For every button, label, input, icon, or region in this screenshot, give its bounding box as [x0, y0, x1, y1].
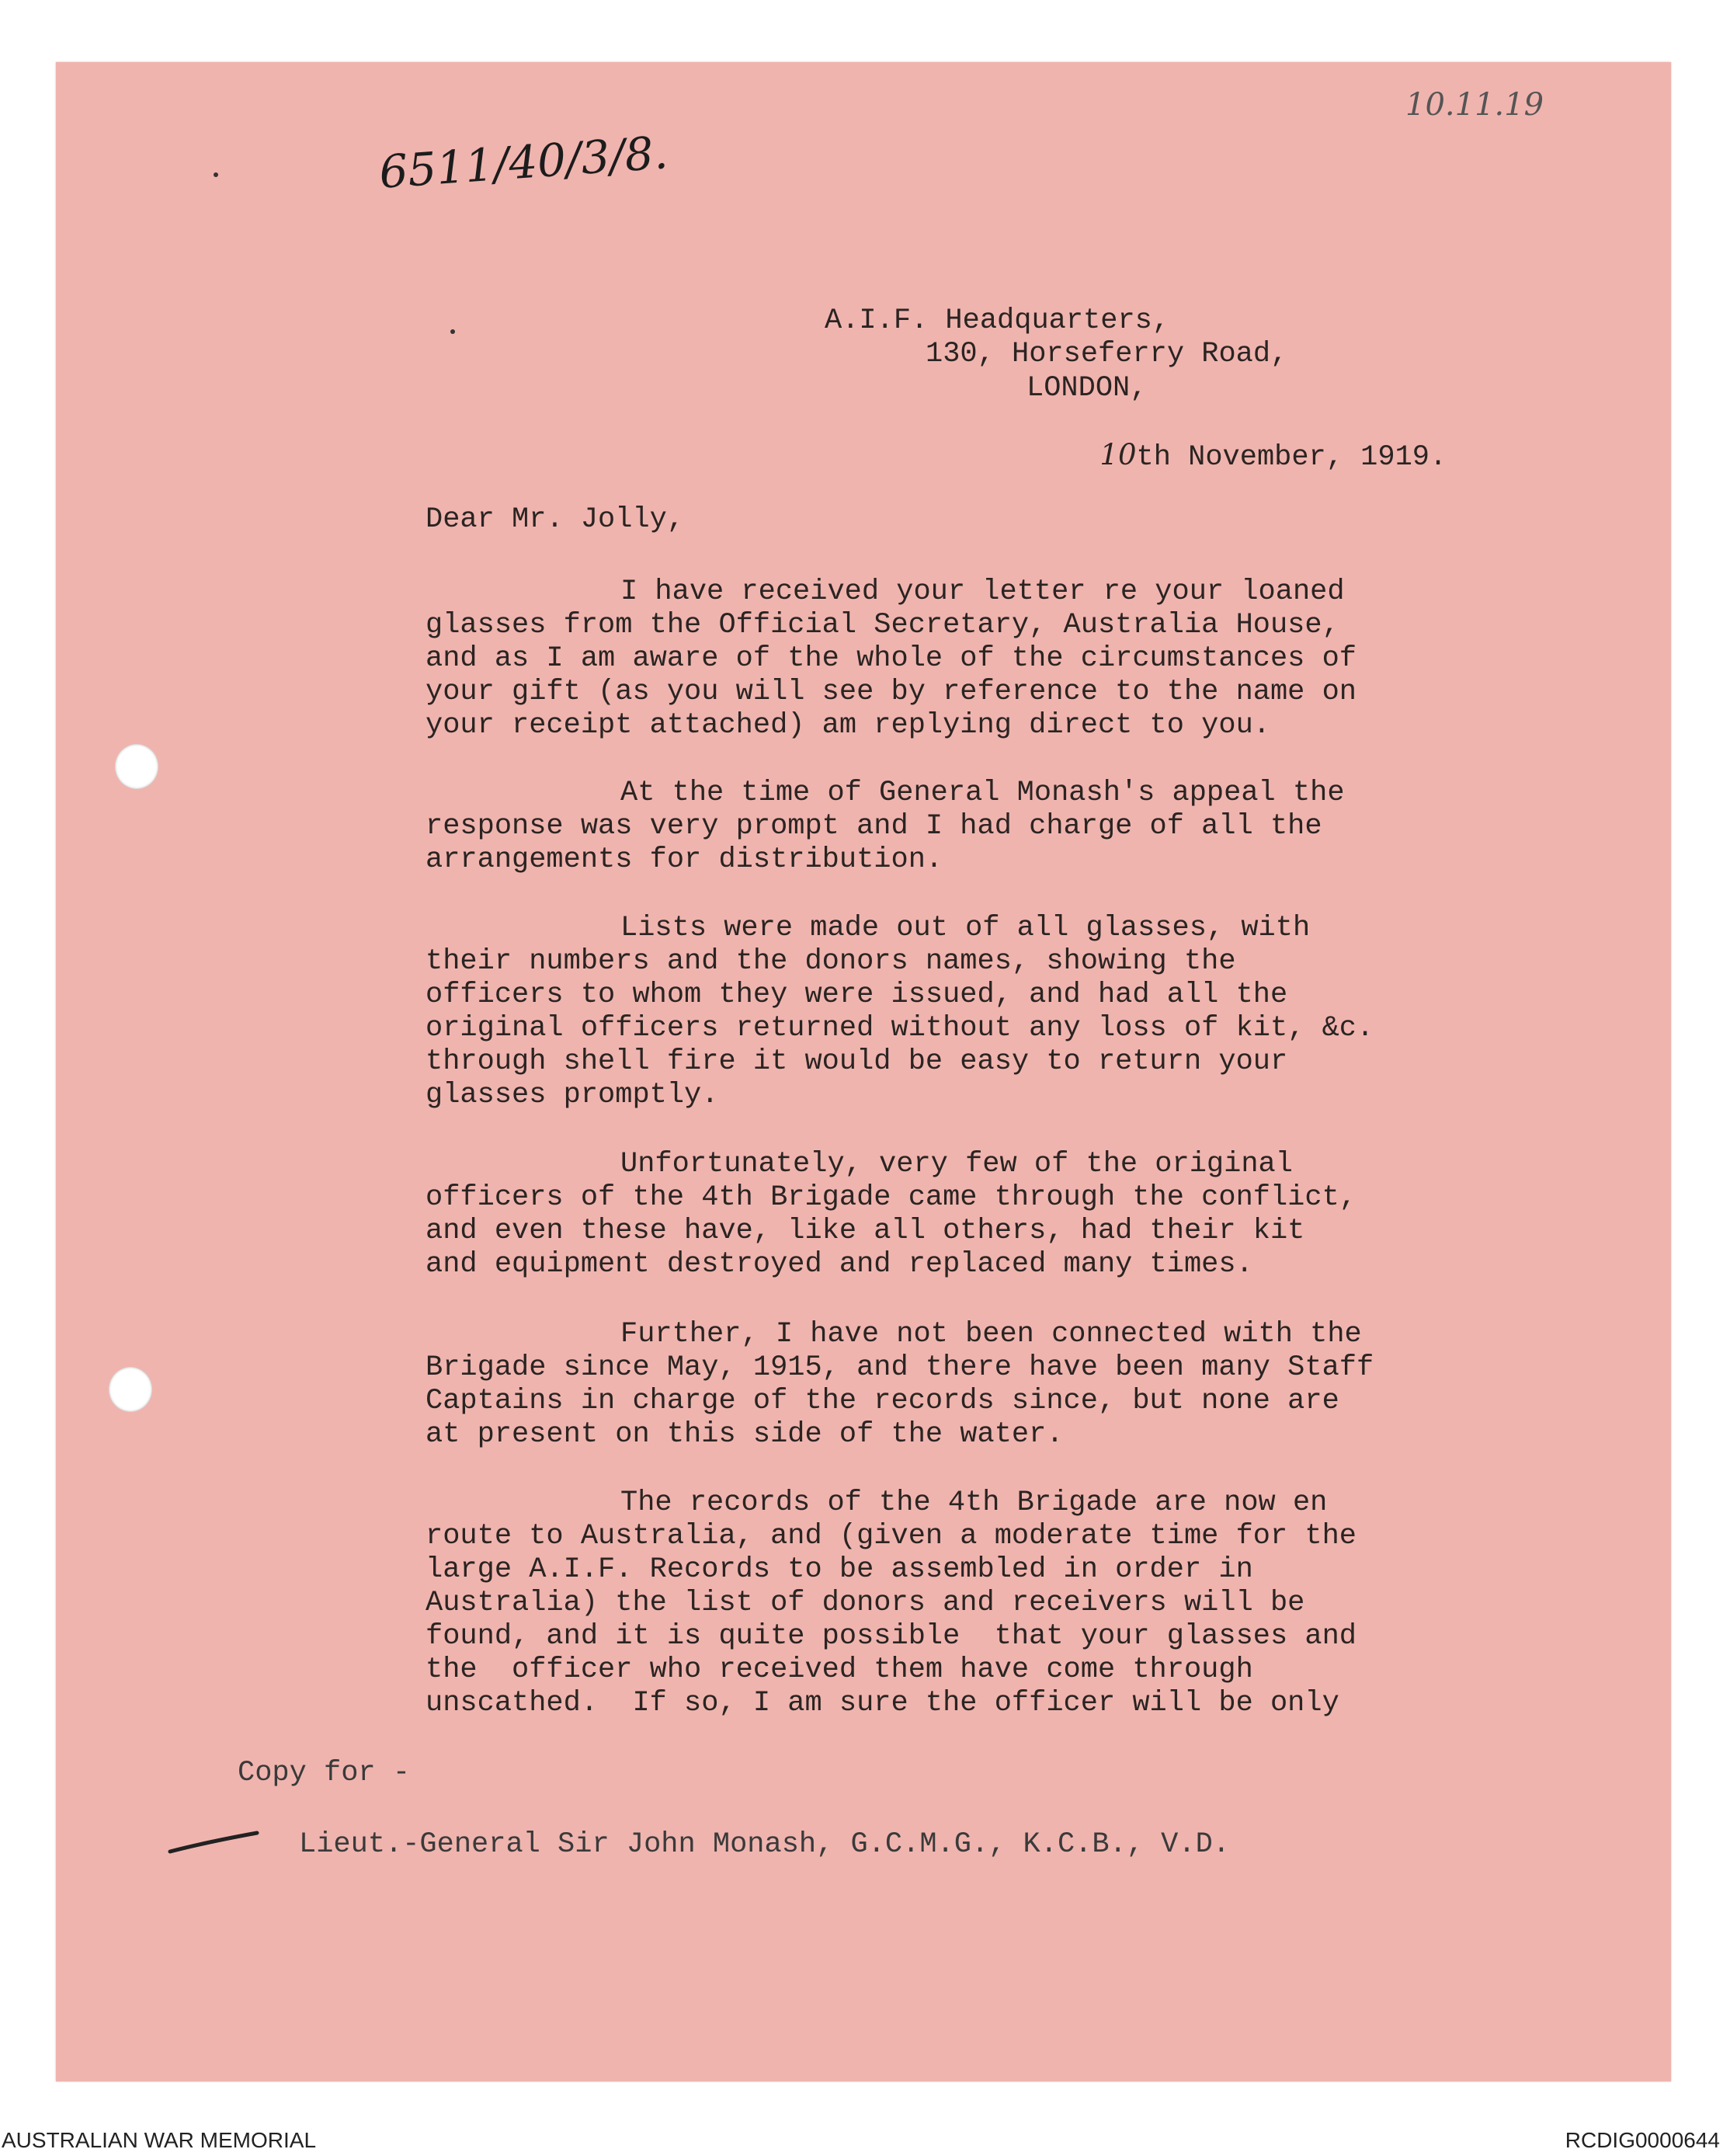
copy-for-label: Copy for -	[238, 1757, 411, 1789]
paragraph-line: the officer who received them have come through	[426, 1654, 1253, 1686]
paragraph-line: I have received your letter re your loaned	[620, 576, 1345, 608]
date-day: 10	[1099, 438, 1137, 471]
file-reference-handwritten: 6511/40/3/8.	[377, 126, 670, 199]
paragraph-1	[426, 576, 1544, 742]
paragraph-line: Further, I have not been connected with the	[620, 1318, 1362, 1351]
paragraph-line: glasses promptly.	[426, 1079, 719, 1111]
paragraph-line: response was very prompt and I had charge of all the	[426, 810, 1322, 843]
salutation: Dear Mr. Jolly,	[426, 503, 685, 536]
paragraph-line: your receipt attached) am replying direct to you.	[426, 709, 1270, 742]
handwritten-dash	[167, 1827, 260, 1858]
paragraph-line: and even these have, like all others, had their kit	[426, 1215, 1305, 1247]
paragraph-line: Brigade since May, 1915, and there have been many Staff	[426, 1351, 1374, 1384]
footer-left: AUSTRALIAN WAR MEMORIAL	[2, 2128, 317, 2152]
paragraph-line: arrangements for distribution.	[426, 843, 943, 876]
footer-right: RCDIG0000644	[1565, 2128, 1720, 2152]
paragraph-line: and as I am aware of the whole of the circumstances of	[426, 642, 1357, 675]
paragraph-line: their numbers and the donors names, showing the	[426, 945, 1236, 978]
paragraph-line: route to Australia, and (given a moderate time for the	[426, 1520, 1357, 1553]
letter-date	[1065, 405, 1447, 474]
paragraph-2	[426, 777, 1544, 877]
paragraph-line: through shell fire it would be easy to return your	[426, 1045, 1288, 1078]
date-note-handwritten: 10.11.19	[1405, 87, 1544, 123]
paragraph-5	[426, 1318, 1544, 1452]
paragraph-4	[426, 1148, 1544, 1281]
copy-recipient: Lieut.-General Sir John Monash, G.C.M.G., K.C.B., V.D.	[299, 1828, 1230, 1861]
ink-mark	[214, 172, 218, 177]
paragraph-line: officers of the 4th Brigade came through the conflict,	[426, 1181, 1357, 1214]
paragraph-line: glasses from the Official Secretary, Australia House,	[426, 609, 1339, 642]
paragraph-6	[426, 1487, 1544, 1720]
paragraph-line: Lists were made out of all glasses, with	[620, 912, 1311, 944]
paragraph-line: officers to whom they were issued, and had all the	[426, 979, 1288, 1011]
address-line-1: A.I.F. Headquarters,	[825, 304, 1170, 337]
paragraph-line: your gift (as you will see by reference to the name on	[426, 676, 1357, 708]
paragraph-line: At the time of General Monash's appeal the	[620, 777, 1345, 809]
paragraph-line: original officers returned without any loss of kit, &c.	[426, 1012, 1374, 1045]
paragraph-line: Unfortunately, very few of the original	[620, 1148, 1293, 1181]
address-line-3: LONDON,	[1027, 372, 1148, 405]
paragraph-line: found, and it is quite possible that your glasses and	[426, 1620, 1357, 1653]
paragraph-line: Australia) the list of donors and receivers will be	[426, 1587, 1305, 1619]
date-rest: th November, 1919.	[1136, 441, 1447, 474]
paragraph-line: at present on this side of the water.	[426, 1418, 1064, 1451]
paragraph-line: The records of the 4th Brigade are now en	[620, 1487, 1328, 1519]
paragraph-line: unscathed. If so, I am sure the officer will be only	[426, 1687, 1339, 1720]
punch-hole-top	[115, 744, 158, 789]
ink-mark	[450, 329, 455, 334]
paragraph-3	[426, 912, 1544, 1112]
address-line-2: 130, Horseferry Road,	[926, 338, 1288, 370]
paragraph-line: and equipment destroyed and replaced many times.	[426, 1248, 1253, 1281]
punch-hole-bottom	[109, 1367, 152, 1412]
paragraph-line: Captains in charge of the records since, but none are	[426, 1385, 1339, 1417]
paragraph-line: large A.I.F. Records to be assembled in order in	[426, 1553, 1253, 1586]
